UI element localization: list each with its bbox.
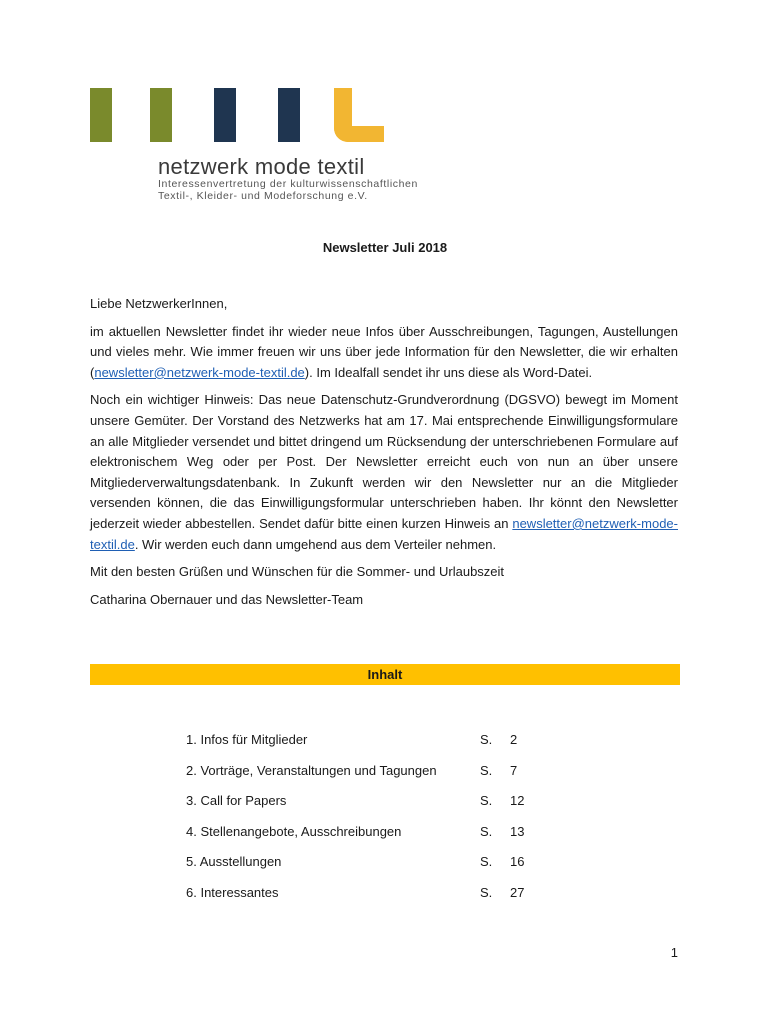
toc-item-label: 6. Interessantes [186, 884, 279, 900]
table-of-contents [186, 728, 546, 912]
letter-body [90, 294, 678, 617]
logo [90, 84, 670, 204]
logo-name: netzwerk mode textil [158, 154, 365, 179]
toc-item-label: 5. Ausstellungen [186, 854, 282, 870]
toc-item-page: 27 [510, 884, 525, 900]
newsletter-email-link[interactable]: newsletter@netzwerk-mode-textil.de [94, 364, 305, 380]
paragraph-intro-text-2: ). Im Idealfall sendet ihr uns diese als Word-Datei. [304, 364, 593, 380]
toc-item-s: S. [480, 762, 493, 778]
logo-bar-green-1 [90, 88, 112, 142]
document-title: Newsletter Juli 2018 [322, 240, 448, 255]
toc-heading: Inhalt [90, 664, 680, 685]
toc-item-label: 3. Call for Papers [186, 793, 287, 809]
greeting: Liebe NetzwerkerInnen, [90, 296, 228, 311]
toc-item-label: 1. Infos für Mitglieder [186, 732, 308, 747]
paragraph-intro [90, 322, 678, 384]
toc-item-s: S. [480, 732, 493, 747]
toc-item-page: 2 [510, 732, 518, 747]
logo-l-shape [334, 88, 384, 142]
toc-item-page: 7 [510, 762, 518, 778]
paragraph-privacy-text-1: Noch ein wichtiger Hinweis: Das neue Datenschutz-Grundverordnung (DGSVO) bewegt im Moment unsere Gemüter. Der Vorstand des Netzwerks hat am 17. Mai entsprechende Einwilligungsformulare an alle Mitglieder versendet und bittet dringend um Rücksendung der unterschriebenen Formulare auf elektronischem Weg oder per Post. Der Newsletter erreicht euch von nun an über unsere Mitgliederverwaltungsdatenbank. In Zukunft werden wir den Newsletter nur an die Mitglieder versenden können, die das Einwilligungsformular unterschrieben haben. Ihr könnt den Newsletter jederzeit wieder abbestellen. Sendet dafür bitte einen kurzen Hinweis an [90, 392, 678, 531]
logo-subtitle-line-1: Interessenvertretung der kulturwissenschaftlichen [158, 178, 418, 190]
unsubscribe-email-link[interactable]: newsletter@netzwerk-mode-textil.de [90, 515, 678, 552]
toc-item-page: 16 [510, 854, 525, 870]
paragraph-privacy-notice [90, 390, 678, 555]
toc-item[interactable] [186, 759, 546, 790]
toc-item-label: 2. Vorträge, Veranstaltungen und Tagungen [186, 762, 437, 778]
paragraph-intro-text-1: im aktuellen Newsletter findet ihr wieder neue Infos über Ausschreibungen, Tagungen, Austellungen und vieles mehr. Wie immer freuen wir uns über jede Information für den Newsletter, die wir erhalten ( [90, 323, 678, 380]
logo-bar-green-2 [150, 88, 172, 142]
toc-item[interactable] [186, 850, 546, 881]
logo-bar-blue-2 [278, 88, 300, 142]
logo-subtitle [158, 178, 418, 202]
logo-subtitle-line-2: Textil-, Kleider- und Modeforschung e.V. [158, 190, 368, 202]
toc-item-s: S. [480, 823, 493, 839]
toc-item[interactable] [186, 881, 546, 912]
toc-item-s: S. [480, 854, 493, 870]
signature: Catharina Obernauer und das Newsletter-Team [90, 591, 364, 607]
closing: Mit den besten Grüßen und Wünschen für die Sommer- und Urlaubszeit [90, 564, 505, 580]
toc-item-s: S. [480, 793, 493, 809]
toc-item-page: 12 [510, 793, 525, 809]
toc-item[interactable] [186, 820, 546, 851]
toc-item[interactable] [186, 728, 546, 759]
toc-item-page: 13 [510, 823, 525, 839]
page-number: 1 [670, 945, 678, 960]
toc-item-s: S. [480, 884, 493, 900]
toc-item[interactable] [186, 789, 546, 820]
logo-bar-blue-1 [214, 88, 236, 142]
toc-item-label: 4. Stellenangebote, Ausschreibungen [186, 823, 402, 839]
paragraph-privacy-text-2: . Wir werden euch dann umgehend aus dem Verteiler nehmen. [134, 536, 497, 552]
